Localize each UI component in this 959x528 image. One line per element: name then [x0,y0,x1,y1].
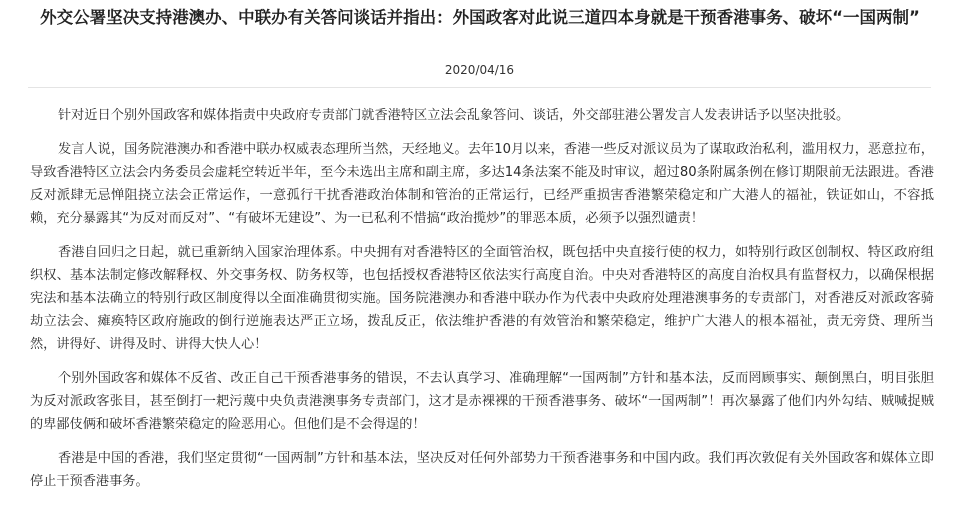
article-body [30,104,934,504]
paragraph-3: 香港自回归之日起，就已重新纳入国家治理体系。中央拥有对香港特区的全面管治权，既包括中央直接行使的权力，如特别行政区创制权、特区政府组织权、基本法制定修改解释权、外交事务权、防务权等，也包括授权香港特区依法实行高度自治。中央对香港特区的高度自治权具有监督权力，以确保根据宪法和基本法确立的特别行政区制度得以全面准确贯彻实施。国务院港澳办和香港中联办作为代表中央政府处理港澳事务的专责部门，对香港反对派政客骑劫立法会、瘫痪特区政府施政的倒行逆施表达严正立场，拨乱反正，依法维护香港的有效管治和繁荣稳定，维护广大港人的根本福祉，责无旁贷、理所当然，讲得好、讲得及时、讲得大快人心！ [30,245,934,352]
paragraph-4: 个别外国政客和媒体不反省、改正自己干预香港事务的错误，不去认真学习、准确理解“一国两制”方针和基本法，反而罔顾事实、颠倒黑白，明目张胆为反对派政客张目，甚至倒打一耙污蔑中央负责港澳事务专责部门，这才是赤裸裸的干预香港事务、破坏“一国两制”！再次暴露了他们内外勾结、贼喊捉贼的卑鄙伎俩和破坏香港繁荣稳定的险恶用心。但他们是不会得逞的！ [30,371,934,432]
title-divider [28,87,931,88]
publish-date: 2020/04/16 [444,63,515,77]
article-title: 外交公署坚决支持港澳办、中联办有关答问谈话并指出：外国政客对此说三道四本身就是干预香港事务、破坏“一国两制” [40,8,920,27]
paragraph-1: 针对近日个别外国政客和媒体指责中央政府专责部门就香港特区立法会乱象答问、谈话，外交部驻港公署发言人发表讲话予以坚决批驳。 [58,108,850,123]
paragraph-5: 香港是中国的香港，我们坚定贯彻“一国两制”方针和基本法，坚决反对任何外部势力干预香港事务和中国内政。我们再次敦促有关外国政客和媒体立即停止干预香港事务。 [30,451,934,489]
paragraph-2: 发言人说，国务院港澳办和香港中联办权威表态理所当然，天经地义。去年10月以来，香港一些反对派议员为了谋取政治私利，滥用权力，恶意拉布，导致香港特区立法会内务委员会虚耗空转近半年，至今未选出主席和副主席，多达14条法案不能及时审议，超过80条附属条例在修订期限前无法跟进。香港反对派肆无忌惮阻挠立法会正常运作，一意孤行干扰香港政治体制和管治的正常运行，已经严重损害香港繁荣稳定和广大港人的福祉，铁证如山，不容抵赖，充分暴露其“为反对而反对”、“有破坏无建设”、为一已私利不惜搞“政治揽炒”的罪恶本质，必须予以强烈谴责！ [30,142,934,226]
